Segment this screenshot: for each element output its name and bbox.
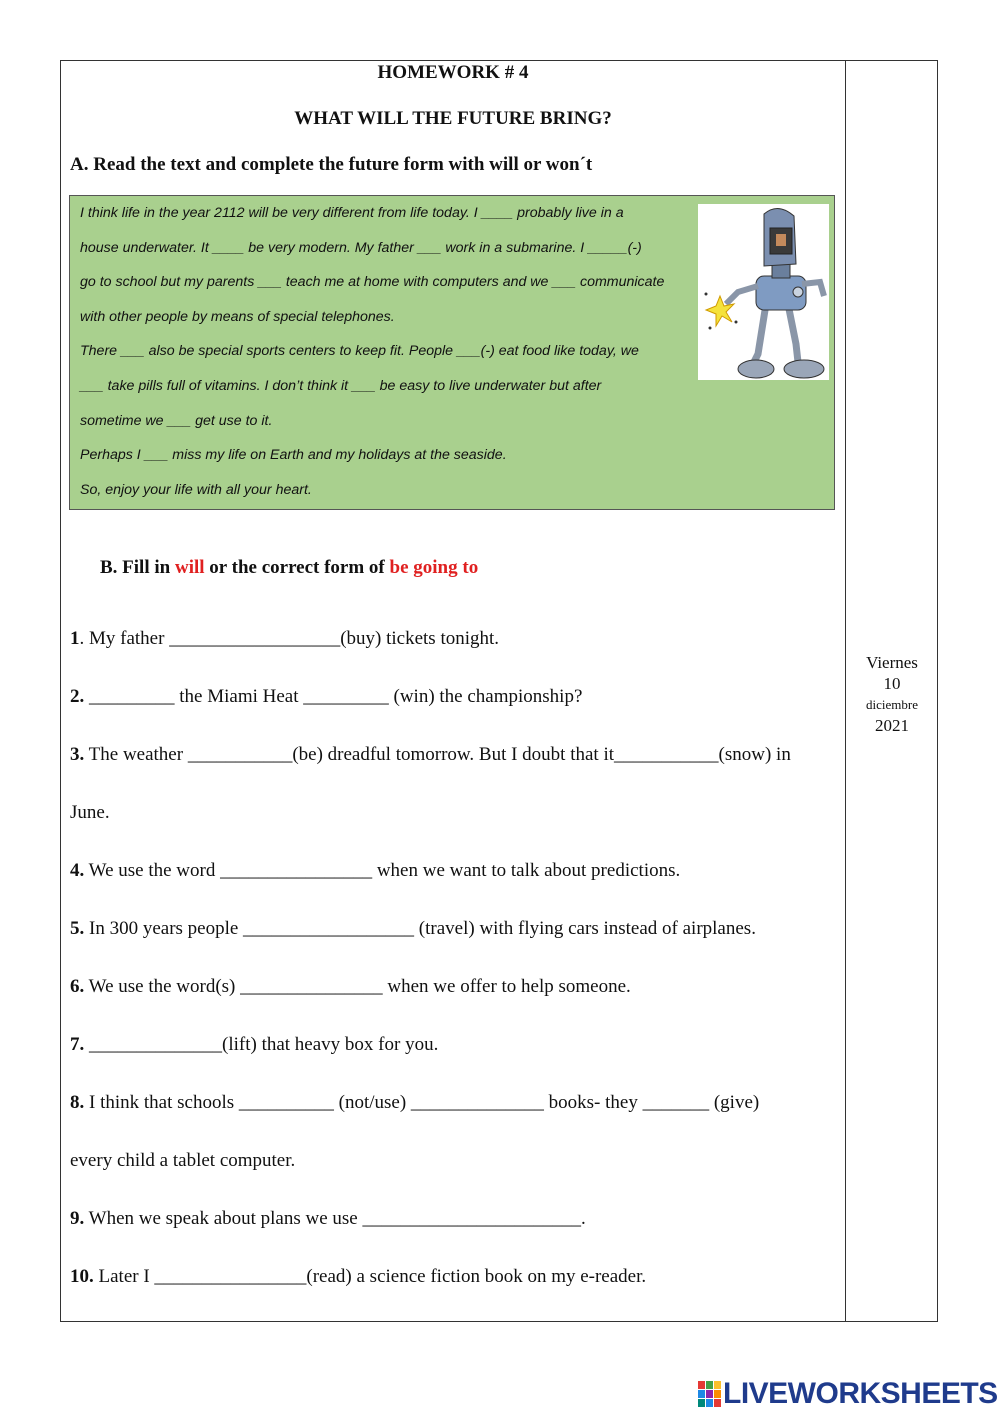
page-subtitle: WHAT WILL THE FUTURE BRING? xyxy=(294,108,612,129)
logo-mark-icon xyxy=(697,1379,723,1409)
liveworksheets-logo[interactable] xyxy=(697,1376,998,1412)
date-month: diciembre xyxy=(866,697,918,712)
date-day: 10 xyxy=(883,674,901,693)
reading-text xyxy=(80,196,685,507)
item-text: I think that schools __________ (not/use) ______________ books- they _______ (give) xyxy=(84,1092,760,1113)
reading-line: with other people by means of special telephones. xyxy=(80,308,395,325)
reading-line: sometime we ___ get use to it. xyxy=(80,412,273,429)
item-text: _________ the Miami Heat _________ (win) the championship? xyxy=(84,686,583,707)
exercise-item xyxy=(70,1034,438,1056)
section-b-heading xyxy=(100,557,478,579)
reading-line: house underwater. It ____ be very modern. My father ___ work in a submarine. I _____(-) xyxy=(80,239,642,256)
exercise-item xyxy=(70,686,582,708)
reading-text-box xyxy=(69,195,835,510)
item-text: every child a tablet computer. xyxy=(70,1150,296,1171)
reading-line: ___ take pills full of vitamins. I don’t think it ___ be easy to live underwater but after xyxy=(80,377,602,394)
keyword-will: will xyxy=(174,557,205,578)
reading-line: Perhaps I ___ miss my life on Earth and my holidays at the seaside. xyxy=(80,447,507,464)
date-weekday: Viernes xyxy=(866,653,918,672)
item-text: June. xyxy=(70,802,110,823)
exercise-item xyxy=(70,1092,759,1114)
exercise-item xyxy=(70,1208,586,1230)
item-number: 8. xyxy=(70,1092,85,1113)
item-number: 10. xyxy=(70,1266,94,1287)
exercise-item-continued xyxy=(70,1150,295,1172)
section-a-heading: A. Read the text and complete the future form with will or won´t xyxy=(70,154,593,175)
exercise-item-continued xyxy=(70,802,110,824)
section-b-mid: or the correct form of xyxy=(204,557,390,578)
item-text: We use the word(s) _______________ when we offer to help someone. xyxy=(84,976,631,997)
item-number: 4. xyxy=(70,860,85,881)
item-text: . My father __________________(buy) tickets tonight. xyxy=(79,628,500,649)
reading-line: There ___ also be special sports centers to keep fit. People ___(-) eat food like today, we xyxy=(80,343,639,360)
reading-line: So, enjoy your life with all your heart. xyxy=(80,481,312,498)
item-text: The weather ___________(be) dreadful tomorrow. But I doubt that it___________(snow) in xyxy=(84,744,791,765)
logo-text: LIVEWORKSHEETS xyxy=(723,1377,998,1410)
item-number: 6. xyxy=(70,976,85,997)
item-text: We use the word ________________ when we want to talk about predictions. xyxy=(84,860,681,881)
item-number: 7. xyxy=(70,1034,85,1055)
robot-welding-icon xyxy=(698,204,829,380)
exercise-item xyxy=(70,744,791,766)
item-text: ______________(lift) that heavy box for you. xyxy=(84,1034,439,1055)
item-number: 1 xyxy=(70,628,80,649)
reading-line: go to school but my parents ___ teach me at home with computers and we ___ communicate xyxy=(80,274,665,291)
exercise-item xyxy=(70,1266,646,1288)
item-number: 5. xyxy=(70,918,85,939)
reading-line: I think life in the year 2112 will be very different from life today. I ____ probably live in a xyxy=(80,205,624,221)
item-text: When we speak about plans we use _______________________. xyxy=(84,1208,586,1229)
section-b-prefix: B. Fill in xyxy=(100,557,175,578)
exercise-item xyxy=(70,918,756,940)
page-title: HOMEWORK # 4 xyxy=(377,62,529,83)
keyword-be-going-to: be going to xyxy=(389,557,479,578)
item-number: 9. xyxy=(70,1208,85,1229)
date-year: 2021 xyxy=(875,716,909,735)
exercise-item xyxy=(70,628,499,650)
item-text: Later I ________________(read) a science fiction book on my e-reader. xyxy=(93,1266,647,1287)
item-number: 2. xyxy=(70,686,85,707)
exercise-item xyxy=(70,860,680,882)
item-number: 3. xyxy=(70,744,85,765)
exercise-item xyxy=(70,976,631,998)
date-block xyxy=(846,652,938,736)
item-text: In 300 years people __________________ (travel) with flying cars instead of airplanes. xyxy=(84,918,756,939)
